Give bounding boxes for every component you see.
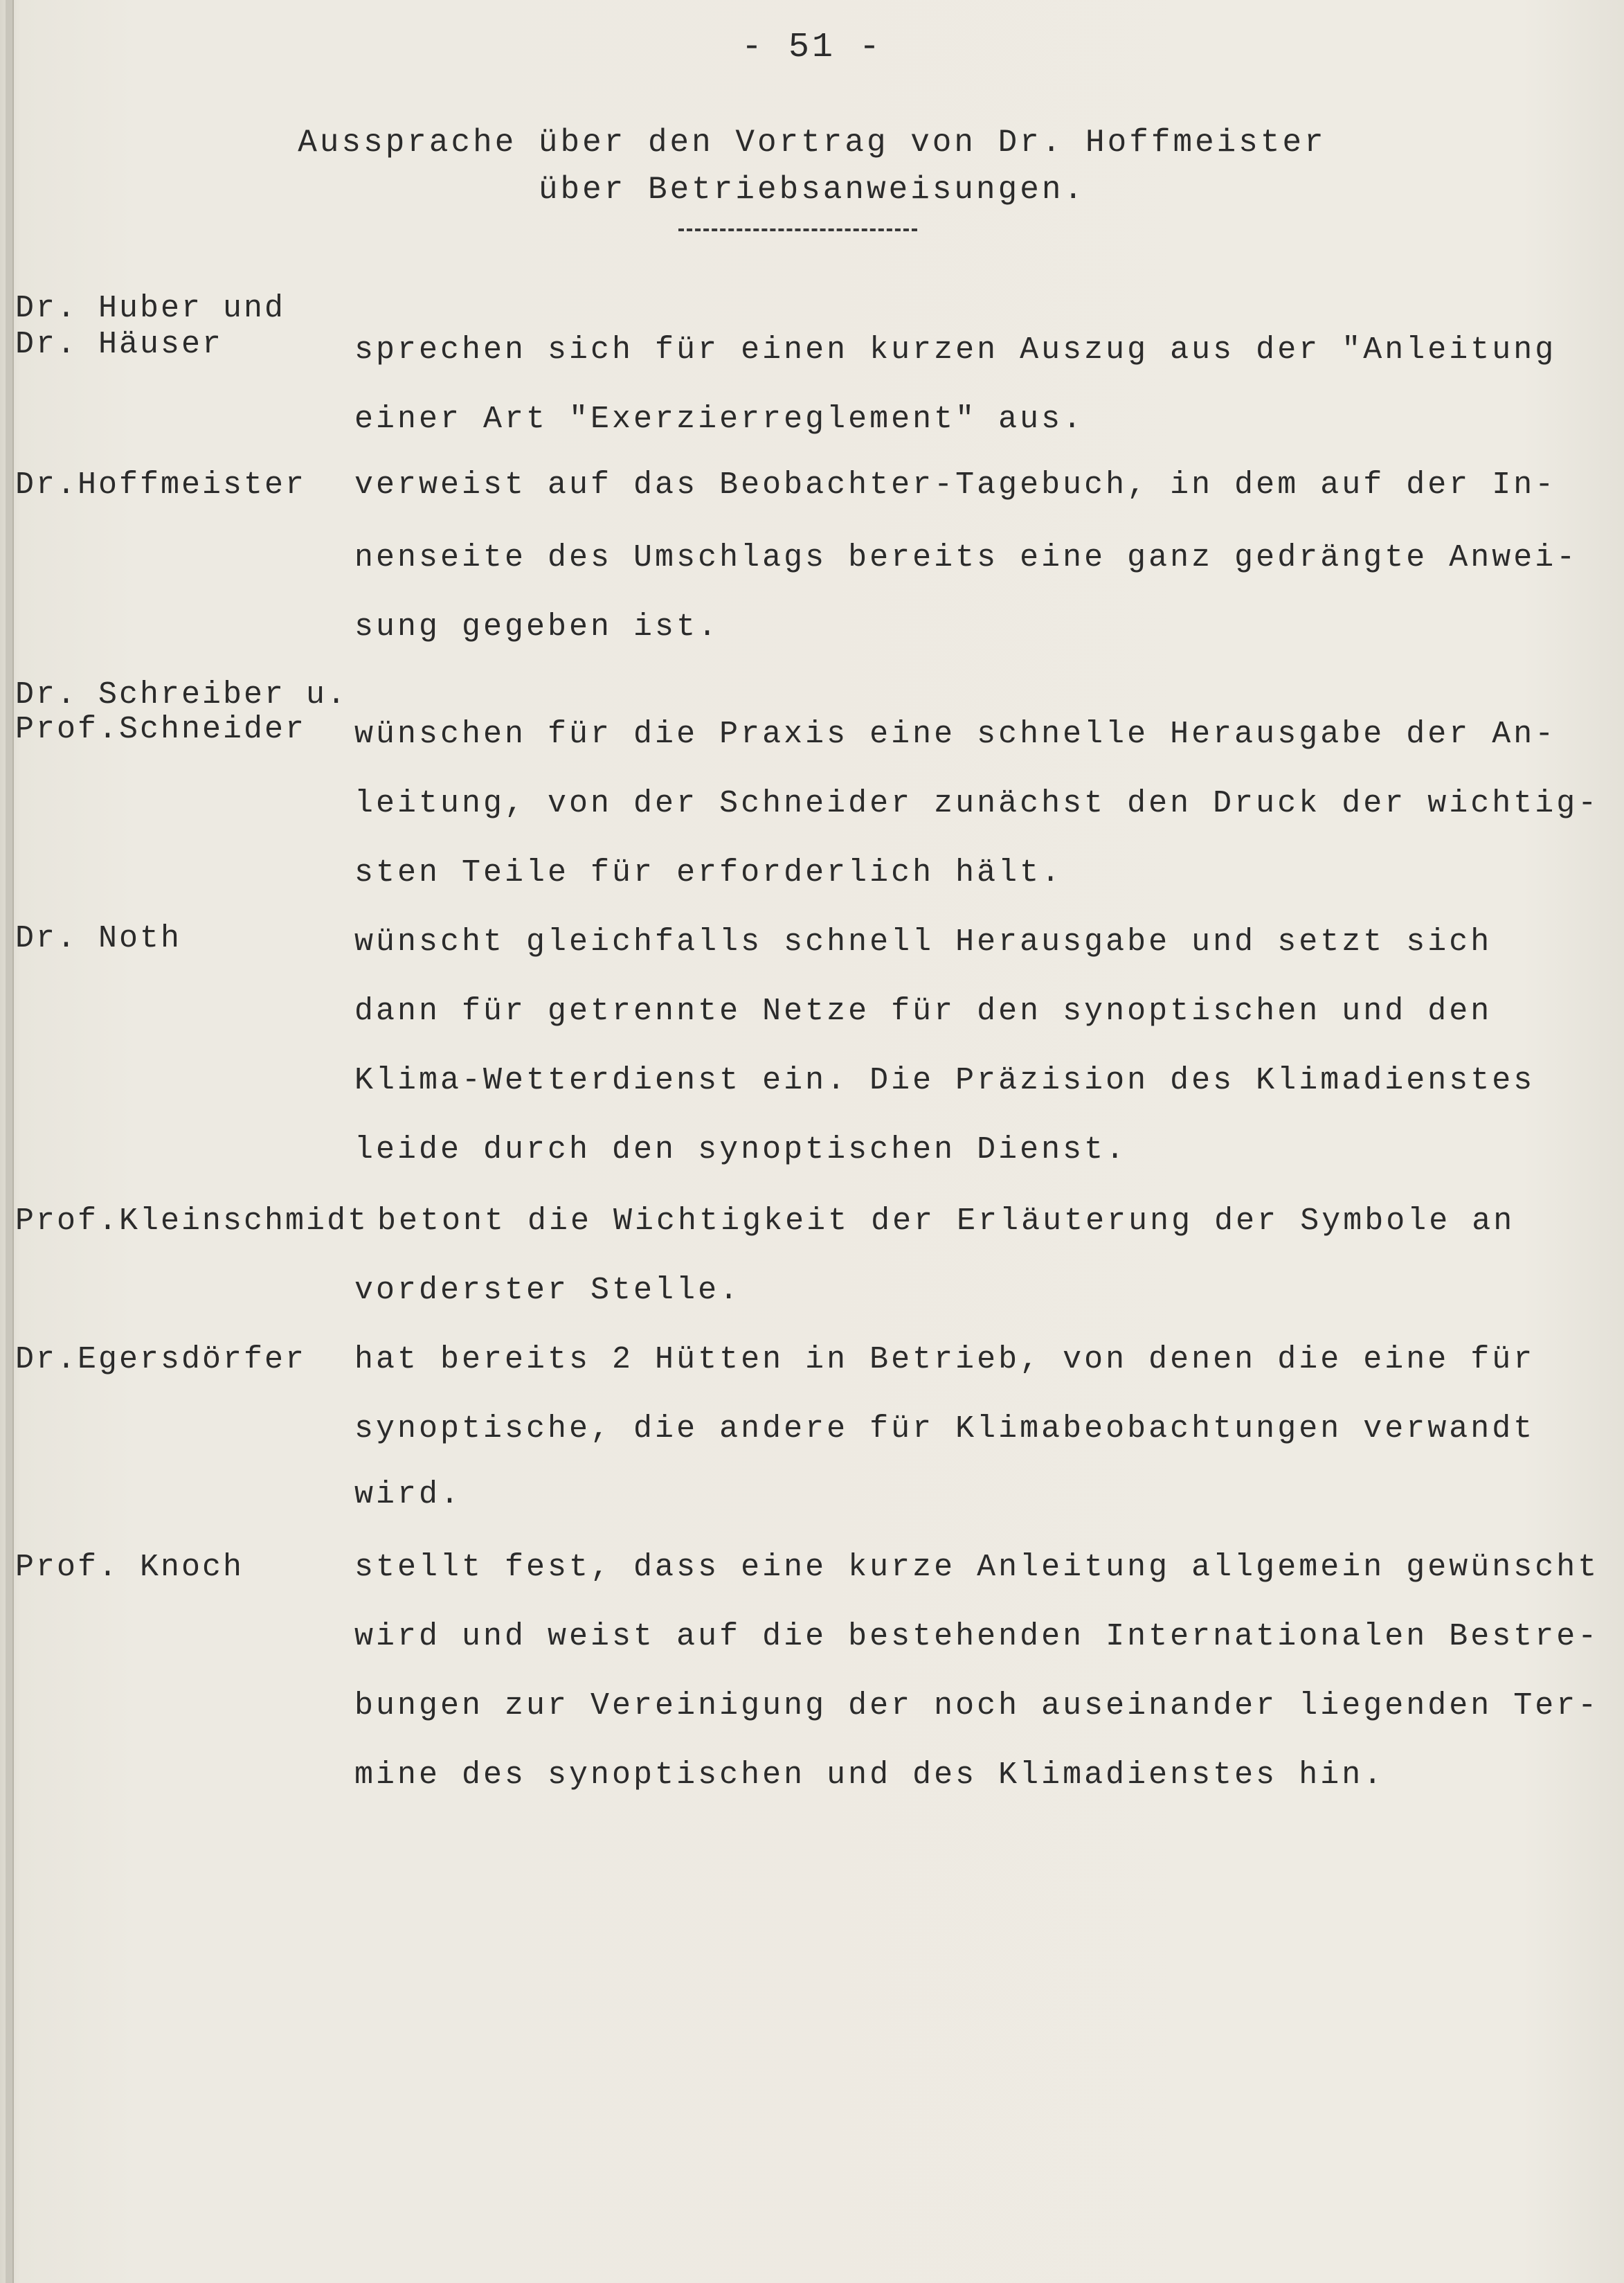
statement-line: dann für getrennte Netze für den synoptischen und den: [354, 994, 1492, 1029]
heading-underline: [678, 229, 917, 231]
statement-line: wird.: [354, 1477, 462, 1512]
statement-line: wird und weist auf die bestehenden Internationalen Bestre-: [354, 1619, 1600, 1654]
statement-line: leide durch den synoptischen Dienst.: [354, 1132, 1128, 1167]
statement-line: verweist auf das Beobachter-Tagebuch, in dem auf der In-: [354, 467, 1557, 503]
speaker-noth: Dr. Noth: [15, 921, 182, 956]
statement-line: mine des synoptischen und des Klimadienstes hin.: [354, 1757, 1385, 1793]
heading-line-2: über Betriebsanweisungen.: [538, 172, 1086, 208]
binding-edge: [6, 0, 14, 2283]
statement-line: betont die Wichtigkeit der Erläuterung der Symbole an: [377, 1203, 1515, 1239]
speaker-hoffmeister: Dr.Hoffmeister: [15, 467, 307, 503]
heading-line-1: Aussprache über den Vortrag von Dr. Hoffmeister: [298, 125, 1326, 161]
statement-line: vorderster Stelle.: [354, 1273, 741, 1308]
statement-line: nenseite des Umschlags bereits eine ganz gedrängte Anwei-: [354, 540, 1578, 575]
statement-line: stellt fest, dass eine kurze Anleitung allgemein gewünscht: [354, 1550, 1600, 1585]
statement-line: leitung, von der Schneider zunächst den Druck der wichtig-: [354, 786, 1600, 821]
speaker-schreiber: Dr. Schreiber u.: [15, 677, 348, 713]
statement-line: einer Art "Exerzierreglement" aus.: [354, 402, 1085, 437]
statement-line: Klima-Wetterdienst ein. Die Präzision des Klimadienstes: [354, 1063, 1535, 1098]
speaker-kleinschmidt: Prof.Kleinschmidt: [15, 1203, 369, 1239]
statement-line: sten Teile für erforderlich hält.: [354, 855, 1063, 890]
statement-line: sprechen sich für einen kurzen Auszug aus der "Anleitung: [354, 332, 1557, 368]
page-number: - 51 -: [741, 28, 883, 67]
statement-line: sung gegeben ist.: [354, 609, 720, 645]
speaker-egersdoerfer: Dr.Egersdörfer: [15, 1342, 307, 1377]
statement-line: wünscht gleichfalls schnell Herausgabe und setzt sich: [354, 924, 1492, 960]
speaker-huber: Dr. Huber und: [15, 291, 286, 326]
speaker-haeuser: Dr. Häuser: [15, 327, 224, 362]
statement-line: bungen zur Vereinigung der noch auseinander liegenden Ter-: [354, 1688, 1600, 1724]
statement-line: synoptische, die andere für Klimabeobachtungen verwandt: [354, 1411, 1535, 1447]
statement-line: wünschen für die Praxis eine schnelle Herausgabe der An-: [354, 717, 1557, 752]
speaker-knoch: Prof. Knoch: [15, 1550, 244, 1585]
speaker-schneider: Prof.Schneider: [15, 712, 307, 747]
statement-line: hat bereits 2 Hütten in Betrieb, von denen die eine für: [354, 1342, 1535, 1377]
